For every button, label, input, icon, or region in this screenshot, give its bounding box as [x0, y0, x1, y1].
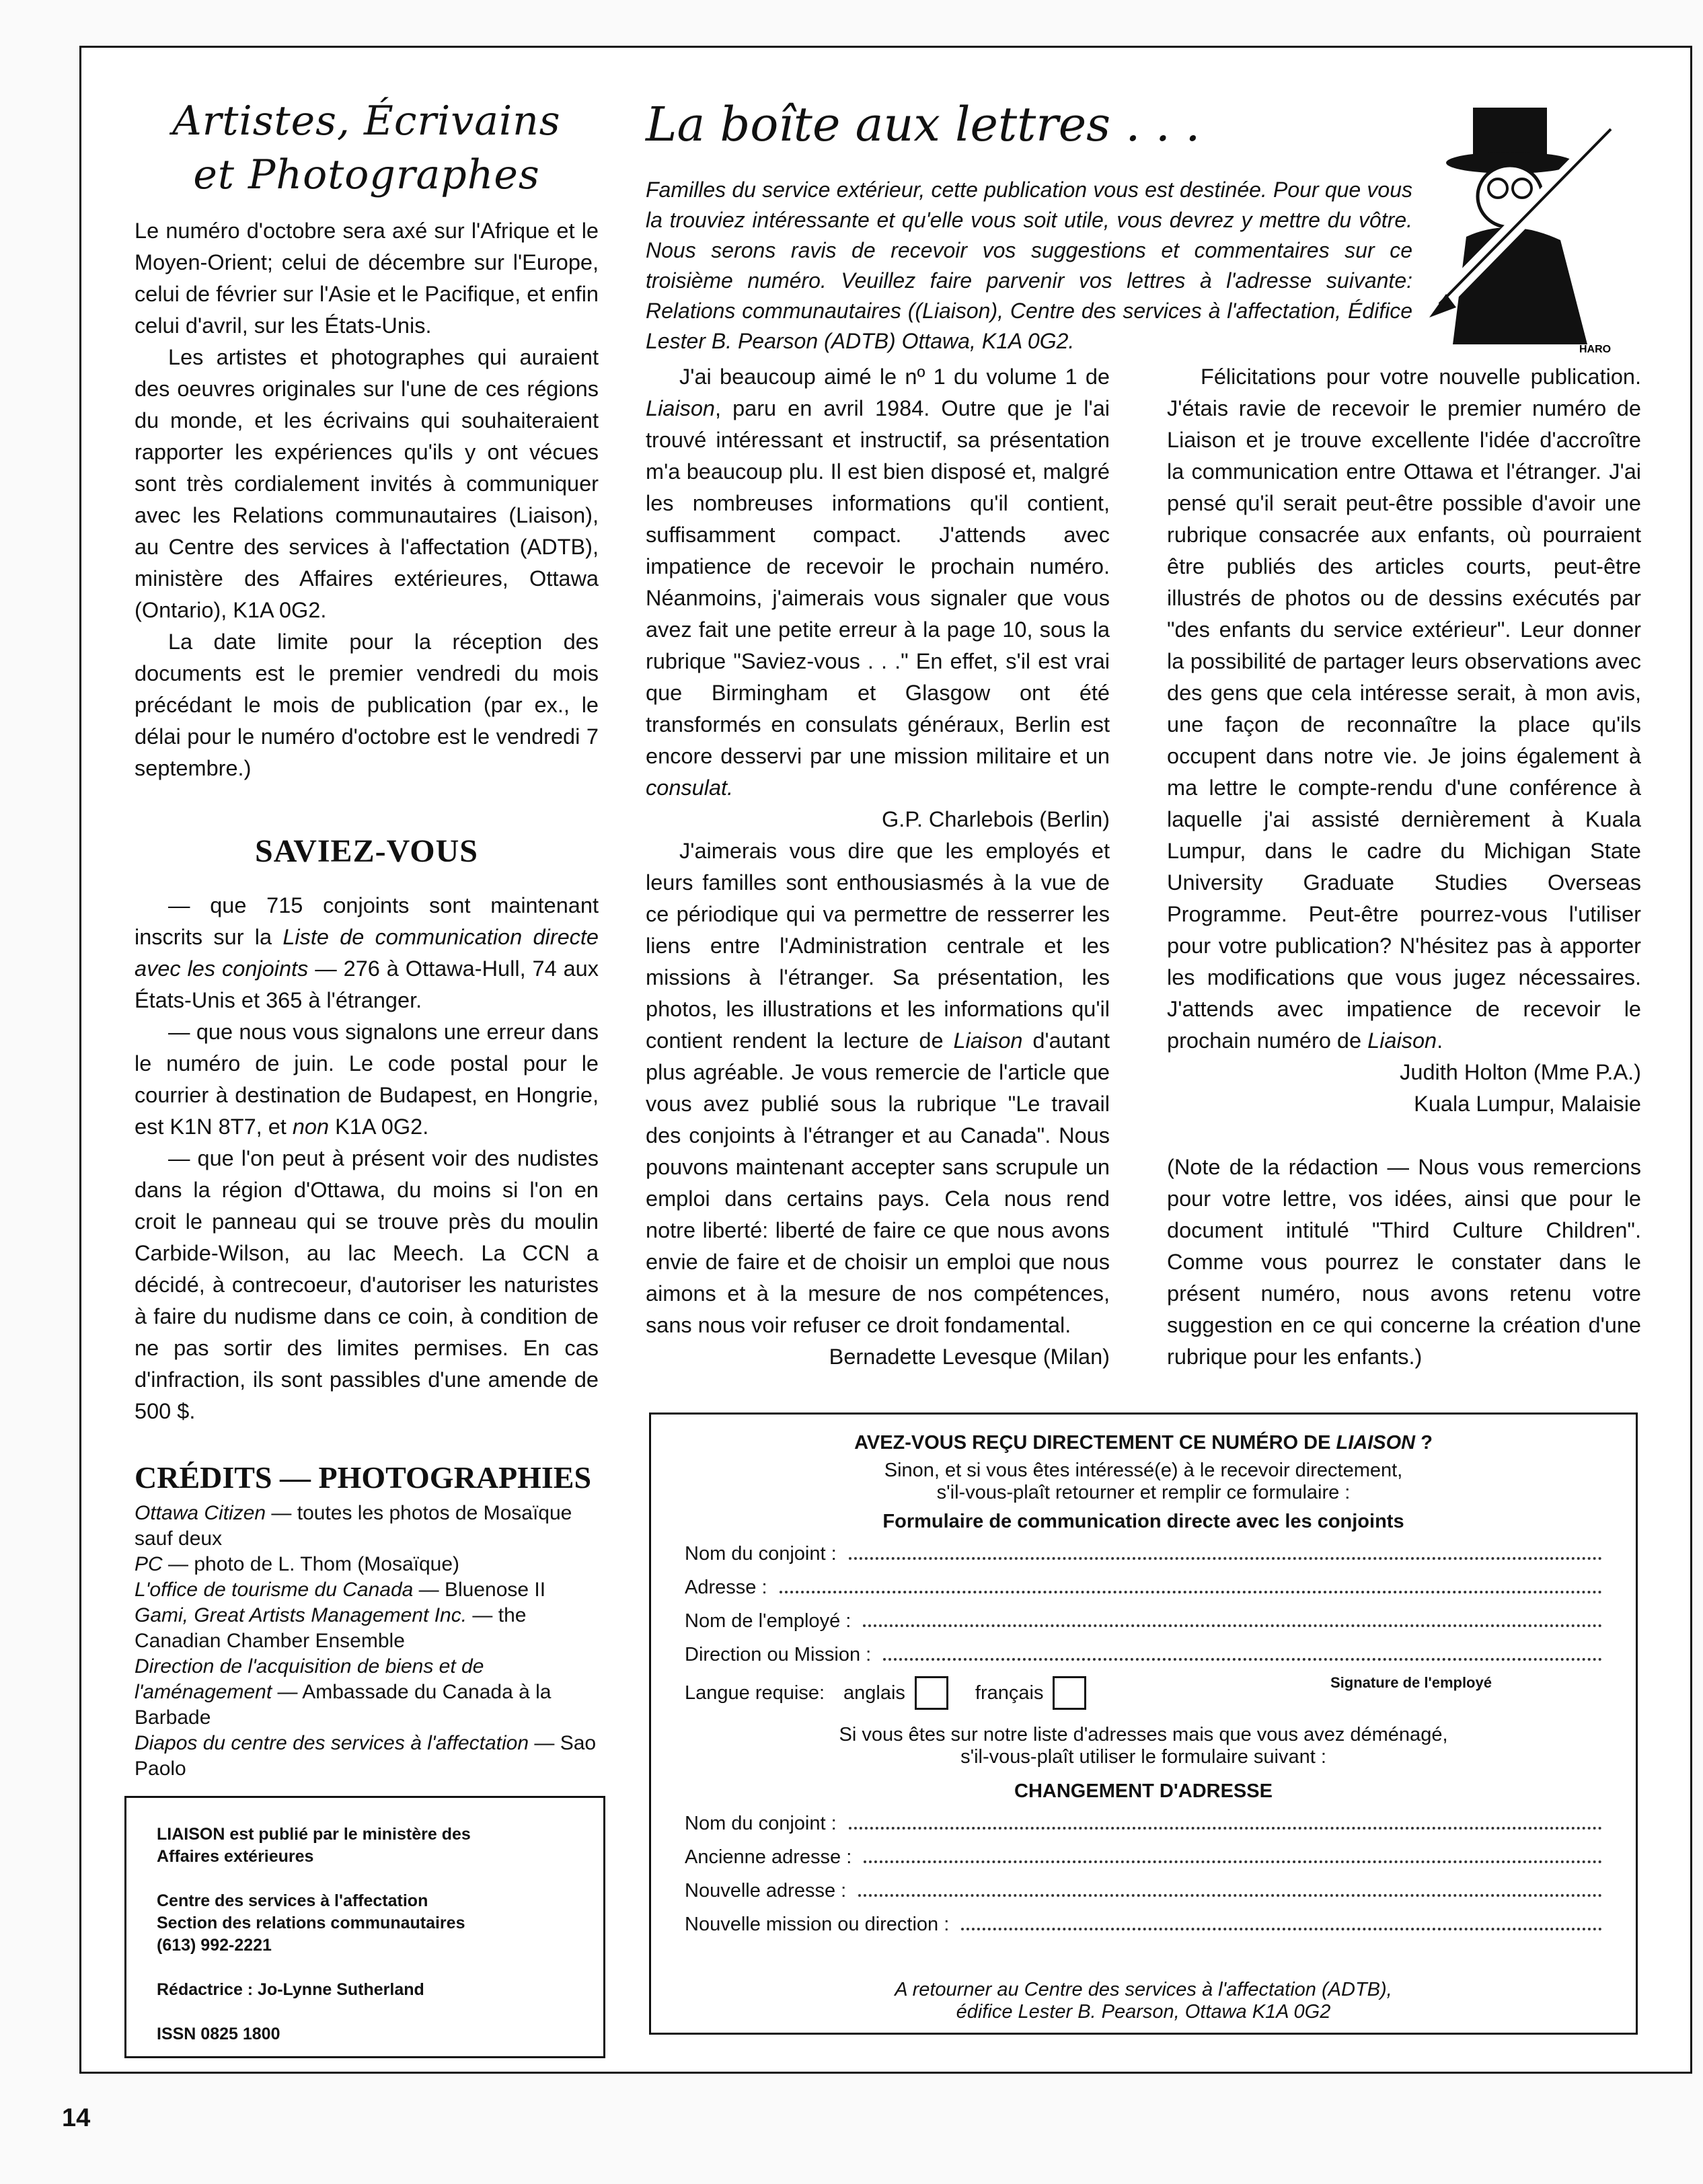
credit-item [135, 1654, 599, 1731]
letter-3 [1167, 361, 1641, 1057]
field-line[interactable] [858, 1894, 1602, 1897]
moved-text: s'il-vous-plaît utiliser le formulaire suivant : [960, 1746, 1326, 1768]
credit-source: Direction de l'acquisition de biens et de l'aménagement [135, 1655, 484, 1703]
moved-text: Si vous êtes sur notre liste d'adresses mais que vous avez déménagé, [839, 1724, 1448, 1745]
field-label: Nouvelle mission ou direction : [685, 1914, 950, 1935]
text: — que l'on peut à présent voir des nudistes dans la région d'Ottawa, du moins si l'on en croit le panneau qui se trouve près du moulin Carbide-Wilson, au lac Meech. La CCN a décidé, à contrecoeur, d'autoriser les naturistes à faire du nudisme dans ce coin, à condition de ne pas sortir des limites permises. En cas d'infraction, ils sont passibles d'une amende de 500 $. [135, 1146, 599, 1423]
text: Liaison [646, 396, 715, 420]
publisher-line: LIAISON est publié par le ministère des [157, 1825, 471, 1844]
publisher-line: Centre des services à l'affectation [157, 1891, 428, 1910]
artists-heading-line2: et Photographes [193, 151, 540, 198]
credit-source: Diapos du centre des services à l'affectation [135, 1732, 529, 1754]
text: K1A 0G2. [329, 1115, 429, 1139]
credit-item [135, 1501, 599, 1552]
letter-1-signature: G.P. Charlebois (Berlin) [882, 807, 1110, 831]
credits-list [135, 1501, 599, 1782]
credit-text: — Ambassade du Canada à la Barbade [135, 1681, 552, 1729]
artists-heading-line1: Artistes, Écrivains [172, 98, 561, 145]
credit-text: — Bluenose II [413, 1579, 546, 1601]
letters-column-middle [646, 361, 1110, 1373]
form-field-employee-name[interactable] [685, 1604, 1602, 1638]
credit-source: Ottawa Citizen [135, 1502, 266, 1524]
form-field-address[interactable] [685, 1571, 1602, 1604]
field-label: Nouvelle adresse : [685, 1880, 847, 1901]
text: J'aimerais vous dire que les employés et leurs familles sont enthousiasmés à la vue de ce périodique qui va permettre de resserrer les liens entre l'Administration centrale et les missions à l'étranger. Sa présentation, les photos, les illustrations et les informations qu'il contient rendent la lecture de [646, 839, 1110, 1053]
form-section-title: Formulaire de communication directe avec les conjoints [882, 1511, 1404, 1532]
letter-2 [646, 835, 1110, 1341]
field-label: Direction ou Mission : [685, 1644, 872, 1665]
coat-icon [1453, 227, 1587, 344]
form-field-new-address[interactable] [685, 1874, 1602, 1908]
publisher-editor: Rédactrice : Jo-Lynne Sutherland [157, 1980, 424, 1999]
text: ? [1415, 1432, 1433, 1454]
text: Liaison [1367, 1028, 1437, 1053]
cartoon-signature: HARO [1579, 344, 1612, 355]
letter-3-location: Kuala Lumpur, Malaisie [1414, 1092, 1641, 1116]
credit-text: — photo de L. Thom (Mosaïque) [162, 1553, 460, 1575]
artists-heading [135, 94, 599, 202]
saviez-list [135, 890, 599, 1427]
credit-text: — Sao Paolo [135, 1732, 597, 1780]
credit-item [135, 1731, 599, 1782]
credit-source: L'office de tourisme du Canada [135, 1579, 414, 1601]
field-line[interactable] [961, 1928, 1602, 1930]
text: J'ai beaucoup aimé le nº 1 du volume 1 de [679, 365, 1110, 389]
credit-source: PC [135, 1553, 163, 1575]
form-subtitle: s'il-vous-plaît retourner et remplir ce formulaire : [936, 1482, 1351, 1503]
left-column [135, 94, 599, 1782]
paragraph: La date limite pour la réception des documents est le premier vendredi du mois précédant le mois de publication (par ex., le délai pour le numéro d'octobre est le vendredi 7 septembre.) [135, 630, 599, 780]
return-address: édifice Lester B. Pearson, Ottawa K1A 0G2 [956, 2001, 1331, 2023]
caricature-illustration [1426, 102, 1628, 358]
text: — que nous vous signalons une erreur dans le numéro de juin. Le code postal pour le courrier à destination de Budapest, en Hongrie, est K1N 8T7, et [135, 1020, 599, 1139]
return-address: A retourner au Centre des services à l'affectation (ADTB), [895, 1979, 1392, 2000]
form-field-new-mission[interactable] [685, 1908, 1602, 1941]
french-label: français [975, 1682, 1044, 1704]
form-field-direction[interactable] [685, 1638, 1602, 1671]
text: Liaison [953, 1028, 1023, 1053]
form-title [685, 1432, 1602, 1454]
text: Liste de communication directe avec les conjoints [135, 925, 599, 981]
credits-heading: CRÉDITS — PHOTOGRAPHIES [135, 1460, 592, 1495]
paragraph: Le numéro d'octobre sera axé sur l'Afrique et le Moyen-Orient; celui de décembre sur l'Europe, celui de février sur l'Asie et le Pacifique, et enfin celui d'avril, sur les États-Unis. [135, 219, 599, 338]
field-line[interactable] [863, 1624, 1602, 1627]
field-label: Nom du conjoint : [685, 1543, 837, 1565]
field-label: Adresse : [685, 1577, 767, 1598]
artists-text [135, 215, 599, 784]
text: d'autant plus agréable. Je vous remercie de l'article que vous avez publié sous la rubrique "Le travail des conjoints à l'étranger et au Canada". Nous pouvons maintenant accepter sans scrupule un emploi dans certains pays. Cela nous rend notre liberté: liberté de faire ce que nous avons envie de faire et de choisir un emploi que nous aimons et à la mesure de nos compétences, sans nous voir refuser ce droit fondamental. [646, 1028, 1110, 1337]
field-line[interactable] [864, 1860, 1602, 1863]
language-row [685, 1671, 1602, 1715]
text: . [1437, 1028, 1443, 1053]
text: consulat. [646, 776, 734, 800]
text: LIAISON [1336, 1432, 1416, 1454]
subscription-form [649, 1413, 1638, 2035]
editor-note: (Note de la rédaction — Nous vous remercions pour votre lettre, vos idées, ainsi que pour le document intitulé "Third Culture Children". Comme vous pourrez le constater dans le présent numéro, nous avons retenu votre suggestion en ce qui concerne la création d'une rubrique pour les enfants.) [1167, 1155, 1641, 1369]
credit-item [135, 1603, 599, 1654]
field-label: Nom de l'employé : [685, 1610, 852, 1632]
text: , paru en avril 1984. Outre que je l'ai trouvé intéressant et instructif, sa présentation m'a beaucoup plu. Il est bien disposé et, malgré les nombreuses informations qu'il contient, suffisamment compact. J'attends avec impatience de recevoir le prochain numéro. Néanmoins, j'aimerais vous signaler que vous avez fait une petite erreur à la page 10, sous la rubrique "Saviez-vous . . ." En effet, s'il est vrai que Birmingham et Glasgow ont été transformés en consulats généraux, Berlin est encore desservi par une mission militaire et un [646, 396, 1110, 768]
language-label: Langue requise: [685, 1682, 825, 1704]
letters-column-right [1167, 361, 1641, 1373]
english-label: anglais [843, 1682, 905, 1704]
field-label: Ancienne adresse : [685, 1846, 852, 1868]
credit-text: — the Canadian Chamber Ensemble [135, 1604, 527, 1652]
field-line[interactable] [780, 1591, 1603, 1593]
letter-2-signature: Bernadette Levesque (Milan) [829, 1345, 1110, 1369]
letters-header-area [646, 94, 1641, 356]
publisher-box [124, 1796, 605, 2058]
text: — 276 à Ottawa-Hull, 74 aux États-Unis et 365 à l'étranger. [135, 956, 599, 1012]
paragraph: Les artistes et photographes qui auraient des oeuvres originales sur l'une de ces régions du monde, et les écrivains qui souhaiteraient rapporter les expériences qu'ils y ont vécues sont très cordialement invités à communiquer avec les Relations communautaires (Liaison), au Centre des services à l'affectation (ADTB), ministère des Affaires extérieures, Ottawa (Ontario), K1A 0G2. [135, 345, 599, 622]
credit-text: — toutes les photos de Mosaïque sauf deux [135, 1502, 572, 1550]
english-checkbox[interactable] [915, 1676, 948, 1710]
french-checkbox[interactable] [1053, 1676, 1086, 1710]
saviez-heading: SAVIEZ-VOUS [255, 833, 478, 869]
field-line[interactable] [849, 1827, 1602, 1830]
form-field-old-address[interactable] [685, 1840, 1602, 1874]
form-field-spouse-name-2[interactable] [685, 1807, 1602, 1840]
text: AVEZ-VOUS REÇU DIRECTEMENT CE NUMÉRO DE [854, 1432, 1336, 1454]
credit-item [135, 1577, 599, 1603]
text: non [292, 1115, 330, 1139]
publisher-line: Section des relations communautaires [157, 1914, 465, 1932]
field-line[interactable] [849, 1557, 1602, 1560]
publisher-issn: ISSN 0825 1800 [157, 2025, 280, 2043]
list-item [135, 890, 599, 1016]
form-field-spouse-name[interactable] [685, 1537, 1602, 1571]
field-label: Nom du conjoint : [685, 1813, 837, 1834]
publisher-phone: (613) 992-2221 [157, 1936, 272, 1955]
letters-intro: Familles du service extérieur, cette publication vous est destinée. Pour que vous la trouviez intéressante et qu'elle vous soit utile, vous devrez y mettre du vôtre. Nous serons ravis de recevoir vos suggestions et commentaires sur ce troisième numéro. Veuillez faire parvenir vos lettres à l'adresse suivante: Relations communautaires ((Liaison), Centre des services à l'affectation, Édifice Lester B. Pearson (ADTB) Ottawa, K1A 0G2. [646, 178, 1412, 353]
credit-item [135, 1552, 599, 1577]
text: Félicitations pour votre nouvelle publication. J'étais ravie de recevoir le premier numéro de Liaison et je trouve excellente l'idée d'accroître la communication entre Ottawa et l'étranger. J'ai pensé qu'il serait peut-être possible d'avoir une rubrique consacrée aux enfants, où pourraient être publiés des articles courts, peut-être illustrés de photos ou de dessins exécutés par "des enfants du service extérieur". Leur donner la possibilité de partager leurs observations avec des gens que cela intéresse serait, à mon avis, une façon de reconnaître la place qu'ils occupent dans notre vie. Je joins également à ma lettre le compte-rendu d'une conférence à laquelle j'ai assisté dernièrement à Kuala Lumpur, dans le cadre du Michigan State University Graduate Studies Overseas Programme. Peut-être pourrez-vous l'utiliser pour votre publication? N'hésitez pas à apporter les modifications que vous jugez nécessaires. J'attends avec impatience de recevoir le prochain numéro de [1167, 365, 1641, 1053]
field-line[interactable] [883, 1658, 1602, 1661]
list-item [135, 1016, 599, 1143]
form-section-title: CHANGEMENT D'ADRESSE [1014, 1780, 1273, 1802]
credit-source: Gami, Great Artists Management Inc. [135, 1604, 467, 1626]
text: — que 715 conjoints sont maintenant inscrits sur la [135, 893, 599, 949]
letter-1 [646, 361, 1110, 804]
publisher-line: Affaires extérieures [157, 1847, 314, 1866]
letters-heading: La boîte aux lettres . . . [646, 97, 1201, 152]
signature-label: Signature de l'employé [1330, 1674, 1492, 1691]
list-item [135, 1143, 599, 1427]
form-subtitle: Sinon, et si vous êtes intéressé(e) à le recevoir directement, [884, 1460, 1403, 1481]
letter-3-signature: Judith Holton (Mme P.A.) [1400, 1060, 1641, 1084]
page-number: 14 [62, 2104, 91, 2132]
